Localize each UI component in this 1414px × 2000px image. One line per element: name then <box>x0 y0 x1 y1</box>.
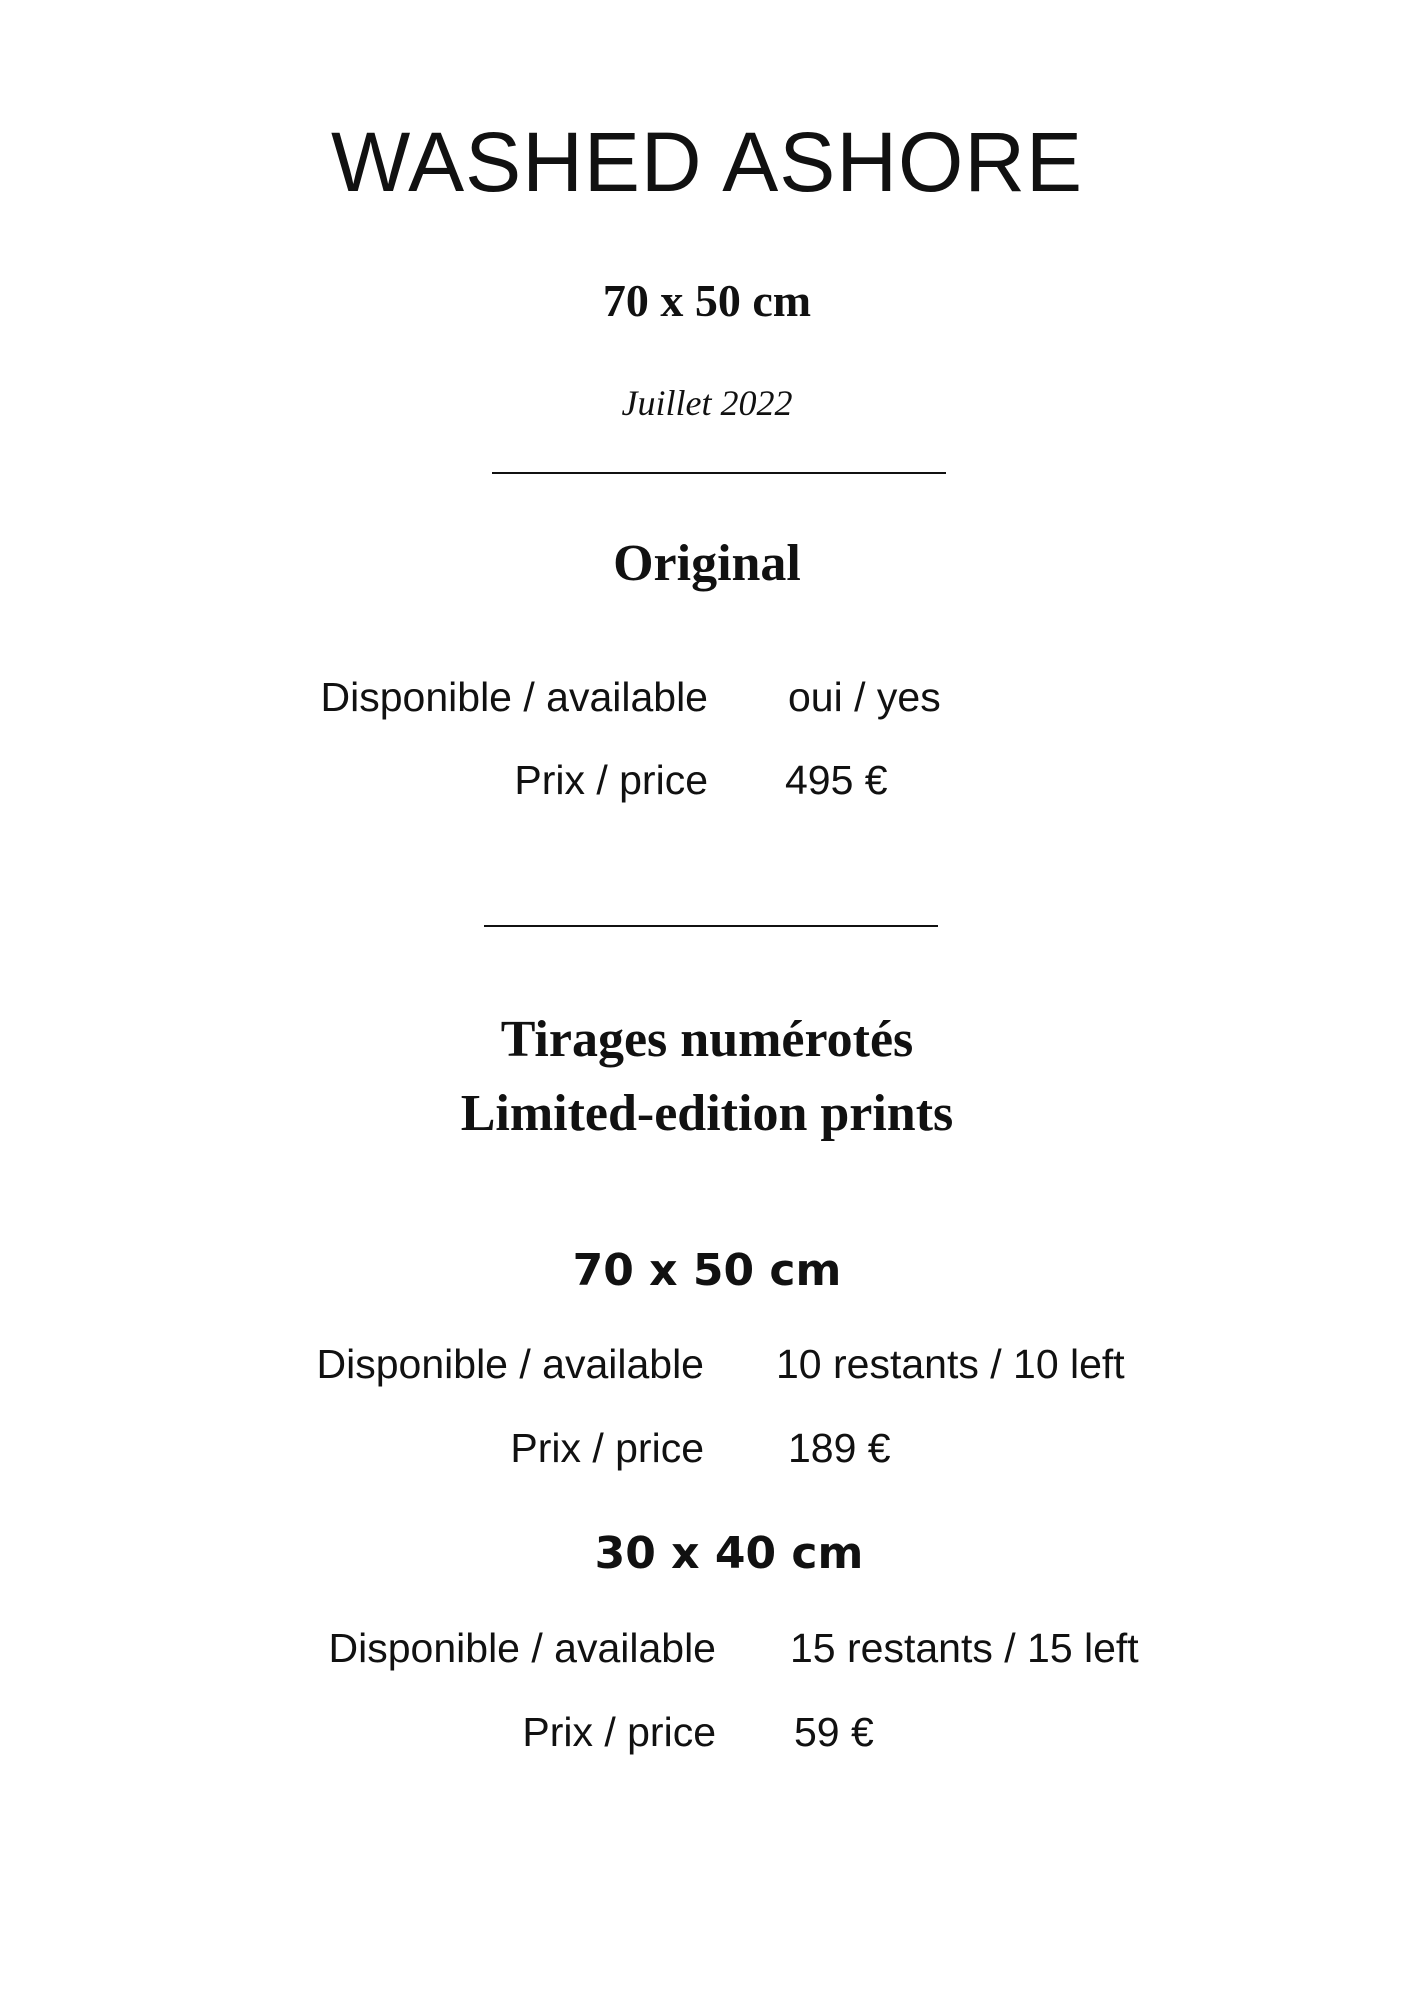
original-price-value: 495 € <box>785 757 888 803</box>
artwork-date: Juillet 2022 <box>621 383 793 423</box>
print-available-label: Disponible / available <box>328 1625 716 1671</box>
prints-heading-fr: Tirages numérotés <box>500 1011 914 1068</box>
divider-line <box>484 925 938 927</box>
prints-heading <box>0 1003 1414 1151</box>
print-format-size: 30 x 40 cm <box>594 1528 864 1579</box>
print-price-value: 59 € <box>794 1709 874 1755</box>
print-available-value: 10 restants / 10 left <box>776 1341 1125 1387</box>
print-price-label: Prix / price <box>510 1425 704 1471</box>
divider-line <box>492 472 946 474</box>
artwork-title: WASHED ASHORE <box>330 115 1084 209</box>
original-available-value: oui / yes <box>788 674 941 720</box>
prints-heading-en: Limited-edition prints <box>460 1085 954 1142</box>
print-format-size: 70 x 50 cm <box>572 1245 842 1296</box>
original-price-label: Prix / price <box>514 757 708 803</box>
artwork-size: 70 x 50 cm <box>602 275 812 326</box>
print-available-label: Disponible / available <box>316 1341 704 1387</box>
print-available-value: 15 restants / 15 left <box>790 1625 1139 1671</box>
original-available-label: Disponible / available <box>320 674 708 720</box>
print-price-value: 189 € <box>788 1425 891 1471</box>
original-heading: Original <box>613 535 801 592</box>
print-price-label: Prix / price <box>522 1709 716 1755</box>
